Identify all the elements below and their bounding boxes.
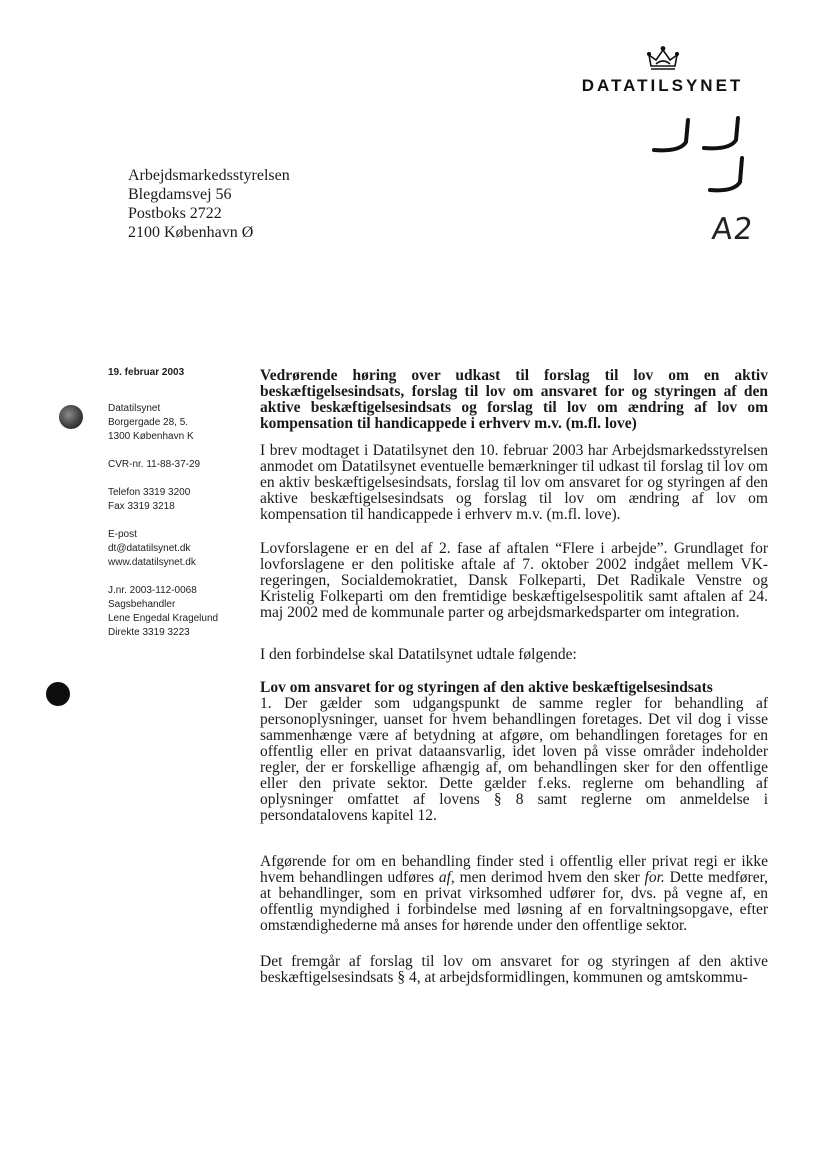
sender-sidebar — [108, 366, 248, 654]
handwritten-note: A2 — [710, 212, 756, 247]
letter-subject: Vedrørende høring over udkast til forslag til lov om en aktiv beskæftigelsesindsats, forslag til lov om ansvaret for og styringen af den aktive beskæftigelsesindsats og forslag til lov om ændring af lov om kompensation til handicappede i erhverv m.v. (m.fl. love) — [260, 367, 768, 432]
cvr-number: CVR-nr. 11-88-37-29 — [108, 459, 201, 470]
sender-street: Borgergade 28, 5. — [108, 417, 189, 428]
text-run: men derimod hvem den sker — [454, 869, 645, 886]
contact-block — [108, 528, 248, 570]
recipient-address — [128, 166, 290, 242]
paragraph — [260, 854, 768, 934]
email-label: E-post — [108, 529, 137, 540]
paragraph: 1. Der gælder som udgangspunkt de samme regler for behandling af personoplysninger, uanset for hvem behandlingen foretages. Det vil dog i visse sammenhænge være af betydning at afgøre, om behandlingen foretages for en offentlig eller en privat dataansvarlig, idet loven på visse områder indeholder regler, der er forskellige afhængig af, om behandlingen sker for den offentlige eller den private sektor. Dette gælder f.eks. reglerne om behandling af oplysninger omfattet af lovens § 8 samt reglerne om anmeldelse i persondatalovens kapitel 12. — [260, 695, 768, 824]
paragraph: I den forbindelse skal Datatilsynet udtale følgende: — [260, 646, 577, 663]
punch-hole-bottom — [46, 682, 70, 706]
recipient-line: Arbejdsmarkedsstyrelsen — [128, 167, 290, 184]
text-run: Dette medfører, at behandlinger, som en privat virksomhed udfører for, dvs. på vegne af, en offentlig myndighed i forbindelse med løsning af en forvaltningsopgave, efter omstændighederne må anses for hørende under den offentlige sektor. — [260, 869, 768, 934]
recipient-line: 2100 København Ø — [128, 224, 254, 241]
case-handler-label: Sagsbehandler — [108, 599, 176, 610]
letterhead-logo — [555, 46, 770, 96]
case-block — [108, 584, 248, 640]
case-handler-name: Lene Engedal Kragelund — [108, 613, 219, 624]
paragraph: Det fremgår af forslag til lov om ansvaret for og styringen af den aktive beskæftigelsesindsats § 4, at arbejdsformidlingen, kommunen og amtskommu- — [260, 953, 768, 986]
emphasis: af, — [438, 869, 455, 886]
journal-number: J.nr. 2003-112-0068 — [108, 585, 197, 596]
website: www.datatilsynet.dk — [108, 557, 196, 568]
fax-number: Fax 3319 3218 — [108, 501, 175, 512]
letter-body — [260, 368, 768, 986]
phone-block — [108, 486, 248, 514]
sender-name: Datatilsynet — [108, 403, 161, 414]
direct-phone: Direkte 3319 3223 — [108, 627, 190, 638]
sender-city: 1300 København K — [108, 431, 194, 442]
sender-address — [108, 402, 248, 444]
handwritten-checkmarks — [640, 112, 760, 202]
paragraph: I brev modtaget i Datatilsynet den 10. februar 2003 har Arbejdsmarkedsstyrelsen anmodet om Datatilsynet eventuelle bemærkninger til udkast til forslag til lov om en aktiv beskæftigelsesindsats, forslag til lov om ansvaret for og styringen af den aktive beskæftigelsesindsats og forslag til lov om ændring af lov om kompensation til handicappede i erhverv m.v. (m.fl. love). — [260, 442, 768, 523]
recipient-line: Blegdamsvej 56 — [128, 186, 232, 203]
letter-date: 19. februar 2003 — [108, 367, 185, 378]
crown-icon — [646, 46, 680, 74]
email-address: dt@datatilsynet.dk — [108, 543, 191, 554]
text-run: Afgørende for om en behandling finder sted i offentlig eller privat regi er ikke hvem behandlingen udføres — [260, 853, 768, 886]
phone-number: Telefon 3319 3200 — [108, 487, 191, 498]
brand-name: DATATILSYNET — [581, 76, 744, 95]
recipient-line: Postboks 2722 — [128, 205, 222, 222]
punch-hole-top — [59, 405, 83, 429]
section-heading: Lov om ansvaret for og styringen af den aktive beskæftigelsesindsats — [260, 679, 713, 696]
emphasis: for. — [644, 869, 665, 886]
paragraph: Lovforslagene er en del af 2. fase af aftalen “Flere i arbejde”. Grundlaget for lovforslagene er den politiske aftale af 7. oktober 2002 indgået mellem VK-regeringen, Socialdemokratiet, Dansk Folkeparti, Det Radikale Venstre og Kristelig Folkeparti om den fremtidige beskæftigelsespolitik samt aftalen af 24. maj 2002 med de kommunale parter og arbejdsmarkedsparter om integration. — [260, 540, 768, 621]
